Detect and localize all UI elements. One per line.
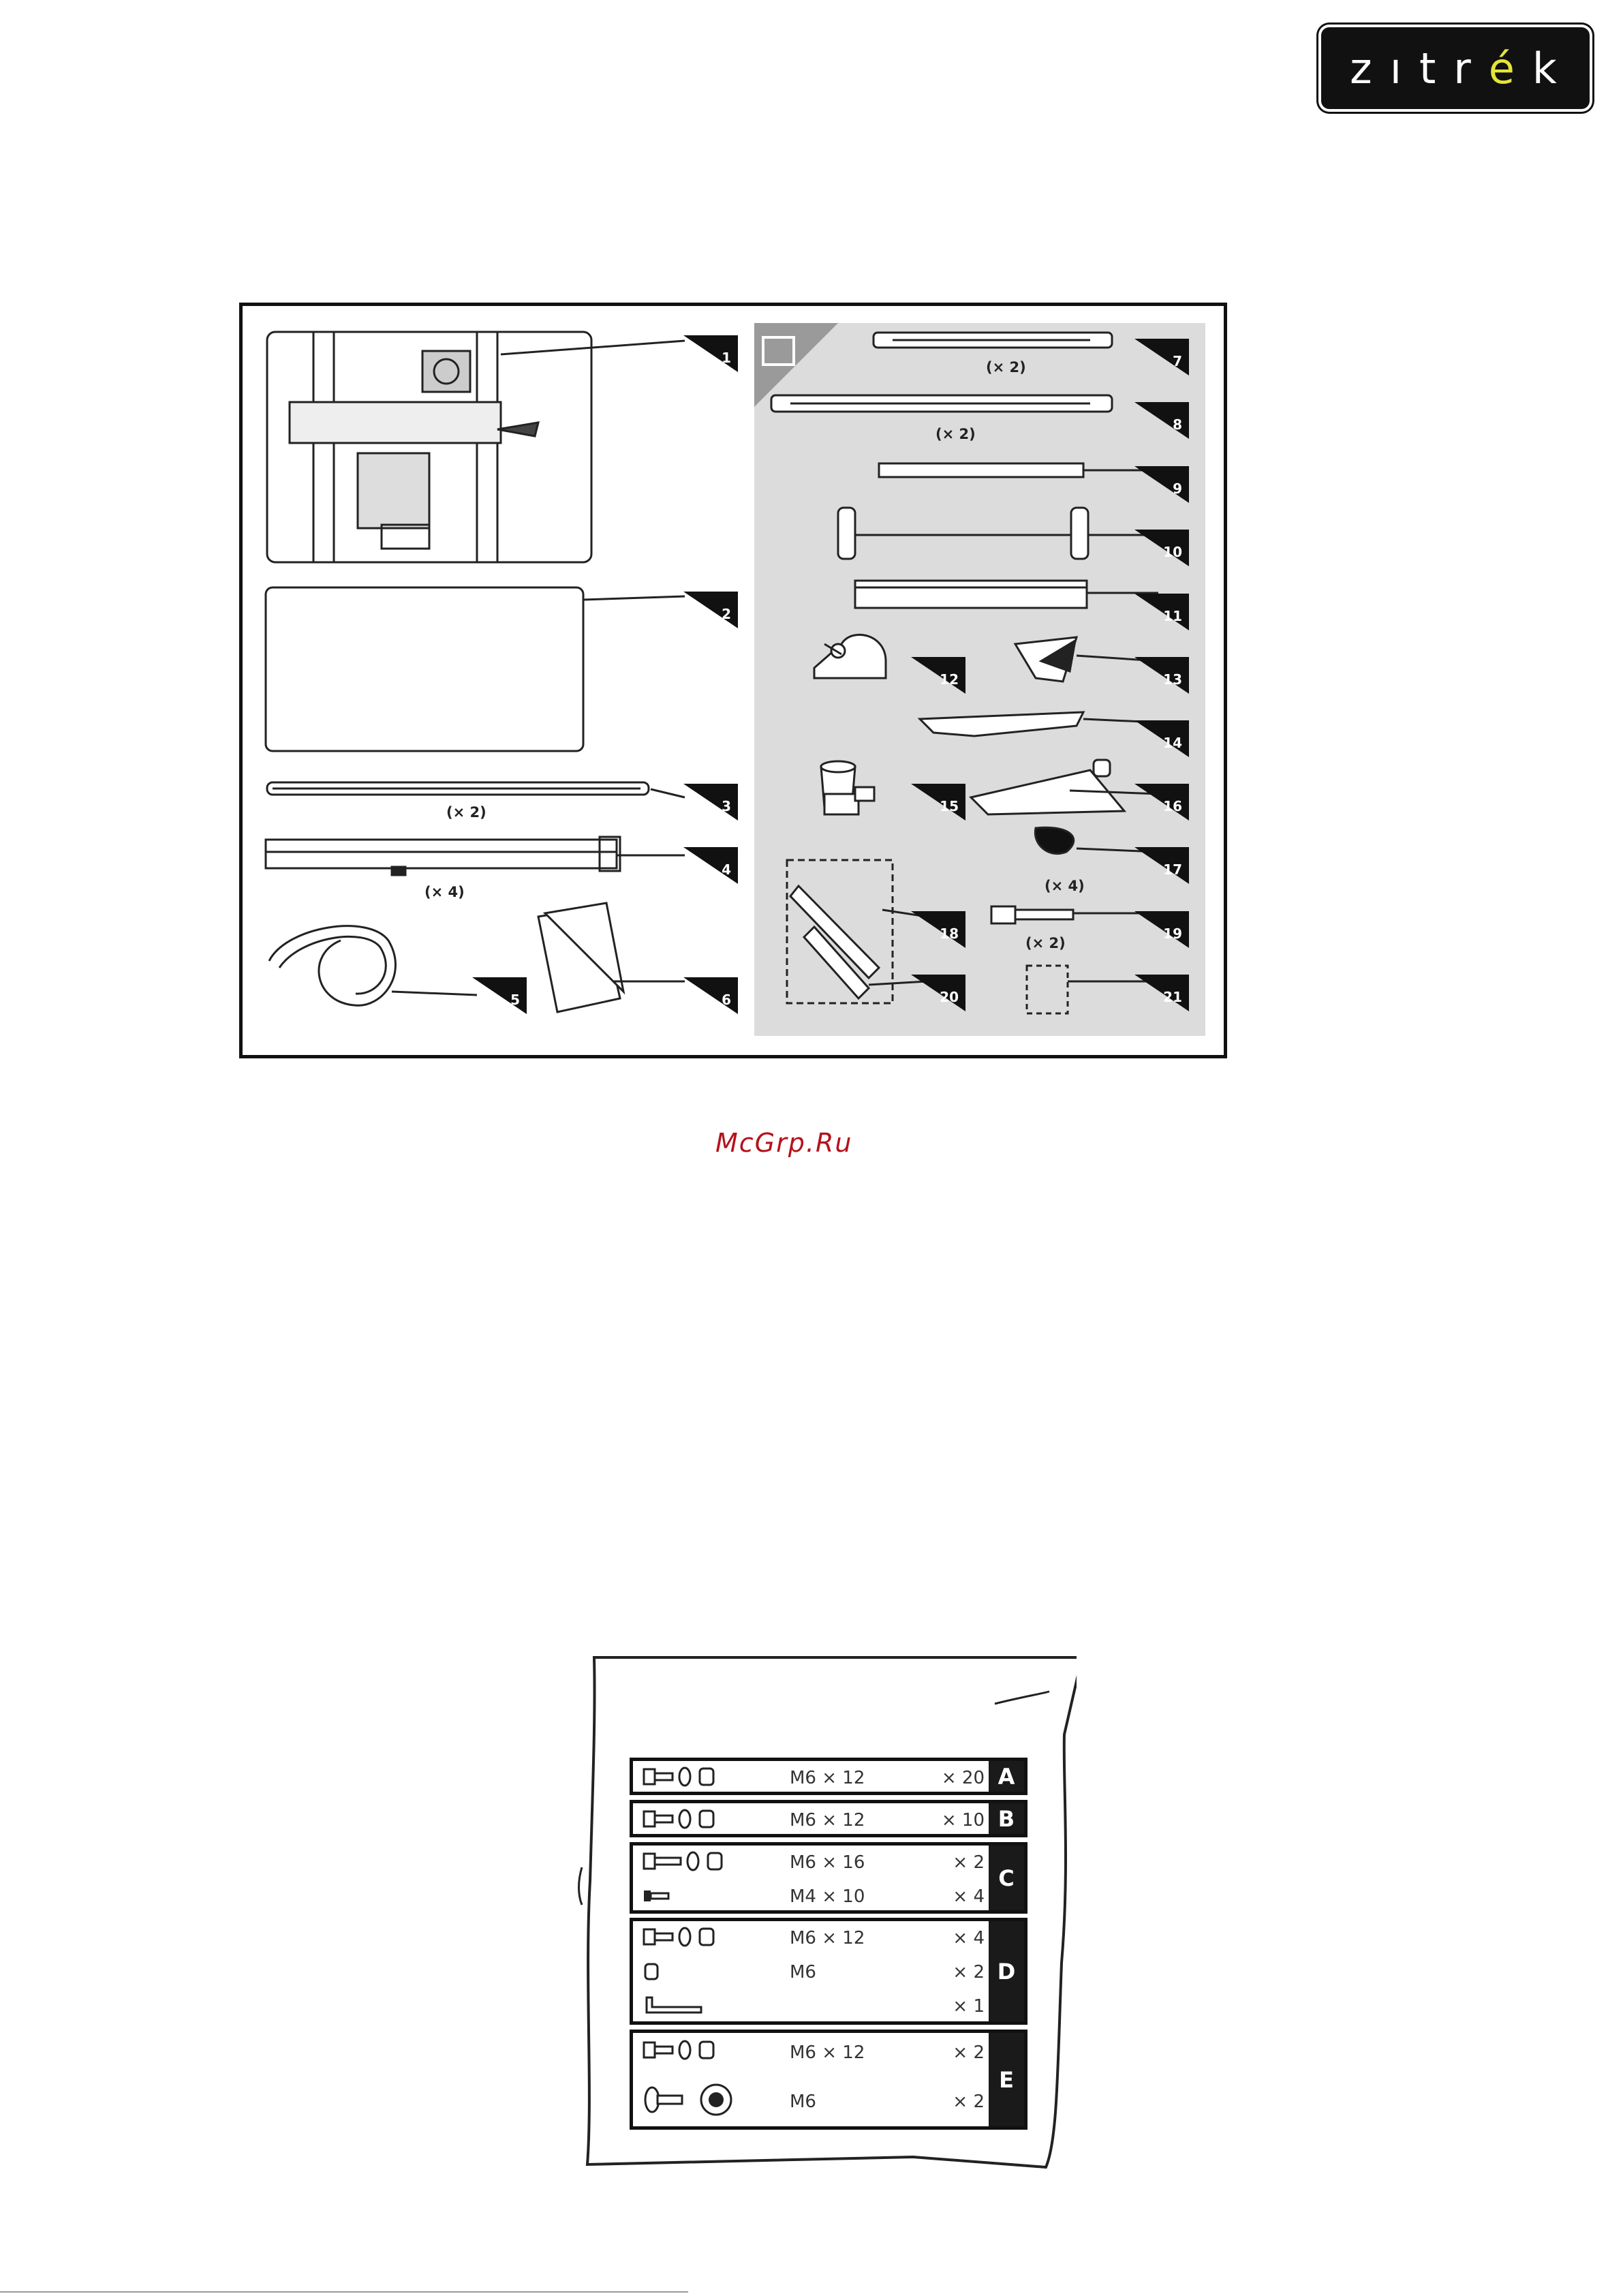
logo-letter: k — [1532, 43, 1575, 93]
part-14-illustration — [920, 712, 1158, 736]
part-badge: 14 — [1134, 720, 1189, 757]
part-10-illustration — [838, 508, 1158, 559]
part-badge: 1 — [683, 335, 738, 372]
part-badge: 3 — [683, 784, 738, 821]
hardware-letter: B — [989, 1803, 1024, 1834]
hardware-letter: E — [989, 2033, 1024, 2126]
part-badge: 18 — [911, 911, 965, 948]
hardware-count: × 10 — [941, 1810, 985, 1831]
parts-illustrations — [0, 0, 1623, 1090]
allen-key-icon — [643, 1995, 711, 2019]
qty-label: (× 2) — [936, 426, 976, 442]
hardware-count: × 4 — [953, 1928, 985, 1948]
hardware-count: × 2 — [953, 2092, 985, 2112]
part-badge: 16 — [1134, 784, 1189, 821]
part-12-illustration — [814, 634, 886, 678]
footer-divider — [0, 2291, 688, 2293]
part-badge: 2 — [683, 592, 738, 628]
part-badge: 12 — [911, 657, 965, 694]
bolt-washer-nut-icon — [643, 2040, 738, 2060]
logo-letter-accent: é — [1488, 43, 1532, 93]
hardware-count: × 2 — [953, 1852, 985, 1873]
part-badge: 10 — [1134, 530, 1189, 566]
part-badge: 4 — [683, 847, 738, 884]
part-5-illustration — [269, 926, 477, 1006]
hardware-count: × 20 — [941, 1768, 985, 1788]
qty-label: (× 2) — [986, 359, 1026, 376]
part-badge: 17 — [1134, 847, 1189, 884]
logo-letter: t — [1419, 43, 1454, 93]
qty-label: (× 4) — [424, 884, 465, 900]
part-11-illustration — [855, 581, 1158, 608]
nut-icon — [643, 1962, 670, 1983]
hardware-size: M4 × 10 — [790, 1886, 865, 1907]
part-9-illustration — [879, 463, 1158, 477]
qty-label: (× 2) — [446, 804, 486, 821]
hardware-size: M6 × 12 — [790, 1928, 865, 1948]
logo-letter: z — [1350, 43, 1390, 93]
part-15-illustration — [821, 761, 874, 814]
part-16-illustration — [971, 760, 1158, 814]
qty-label: (× 2) — [1025, 935, 1066, 951]
hardware-size: M6 — [790, 1962, 816, 1983]
bolt-washer-nut-icon — [643, 1766, 738, 1787]
bolt-washer-nut-icon — [643, 1927, 738, 1947]
hardware-size: M6 × 16 — [790, 1852, 865, 1873]
hardware-size: M6 × 12 — [790, 1768, 865, 1788]
bolt-washer-nut-icon — [643, 1809, 738, 1829]
hardware-row-d — [630, 1918, 1027, 2025]
hardware-row-e — [630, 2030, 1027, 2130]
hardware-row-b — [630, 1800, 1027, 1837]
hardware-letter: A — [989, 1761, 1024, 1792]
hardware-row-c — [630, 1842, 1027, 1914]
hardware-count: × 2 — [953, 1962, 985, 1983]
part-badge: 20 — [911, 975, 965, 1011]
logo-letter: r — [1453, 43, 1489, 93]
part-8-illustration — [771, 395, 1112, 412]
part-badge: 6 — [683, 977, 738, 1014]
hardware-count: × 1 — [953, 1996, 985, 2017]
bolt-knob-icon — [643, 2081, 745, 2122]
part-badge: 9 — [1134, 466, 1189, 503]
hardware-count: × 2 — [953, 2042, 985, 2063]
part-badge: 21 — [1134, 975, 1189, 1011]
part-2-illustration — [266, 587, 685, 751]
hardware-size: M6 × 12 — [790, 2042, 865, 2063]
part-badge: 5 — [472, 977, 527, 1014]
small-screw-icon — [643, 1888, 683, 1904]
part-badge: 7 — [1134, 339, 1189, 376]
hardware-letter: C — [989, 1846, 1024, 1910]
hardware-count: × 4 — [953, 1886, 985, 1907]
part-badge: 11 — [1134, 594, 1189, 630]
hardware-size: M6 × 12 — [790, 1810, 865, 1831]
part-1-illustration — [267, 332, 685, 562]
part-3-illustration — [267, 782, 685, 797]
logo-letter: ı — [1389, 43, 1419, 93]
bolt-washer-nut-icon — [643, 1851, 738, 1871]
part-18-20-illustration — [787, 860, 927, 1003]
qty-label: (× 4) — [1045, 878, 1085, 894]
part-19-illustration — [991, 906, 1158, 923]
part-badge: 13 — [1134, 657, 1189, 694]
part-6-illustration — [538, 903, 685, 1012]
part-badge: 8 — [1134, 402, 1189, 439]
part-7-illustration — [874, 333, 1112, 348]
part-badge: 19 — [1134, 911, 1189, 948]
hardware-row-a — [630, 1758, 1027, 1795]
watermark: McGrp.Ru — [715, 1128, 853, 1158]
part-badge: 15 — [911, 784, 965, 821]
hardware-size: M6 — [790, 2092, 816, 2112]
part-4-illustration — [266, 837, 685, 875]
hardware-letter: D — [989, 1921, 1024, 2021]
